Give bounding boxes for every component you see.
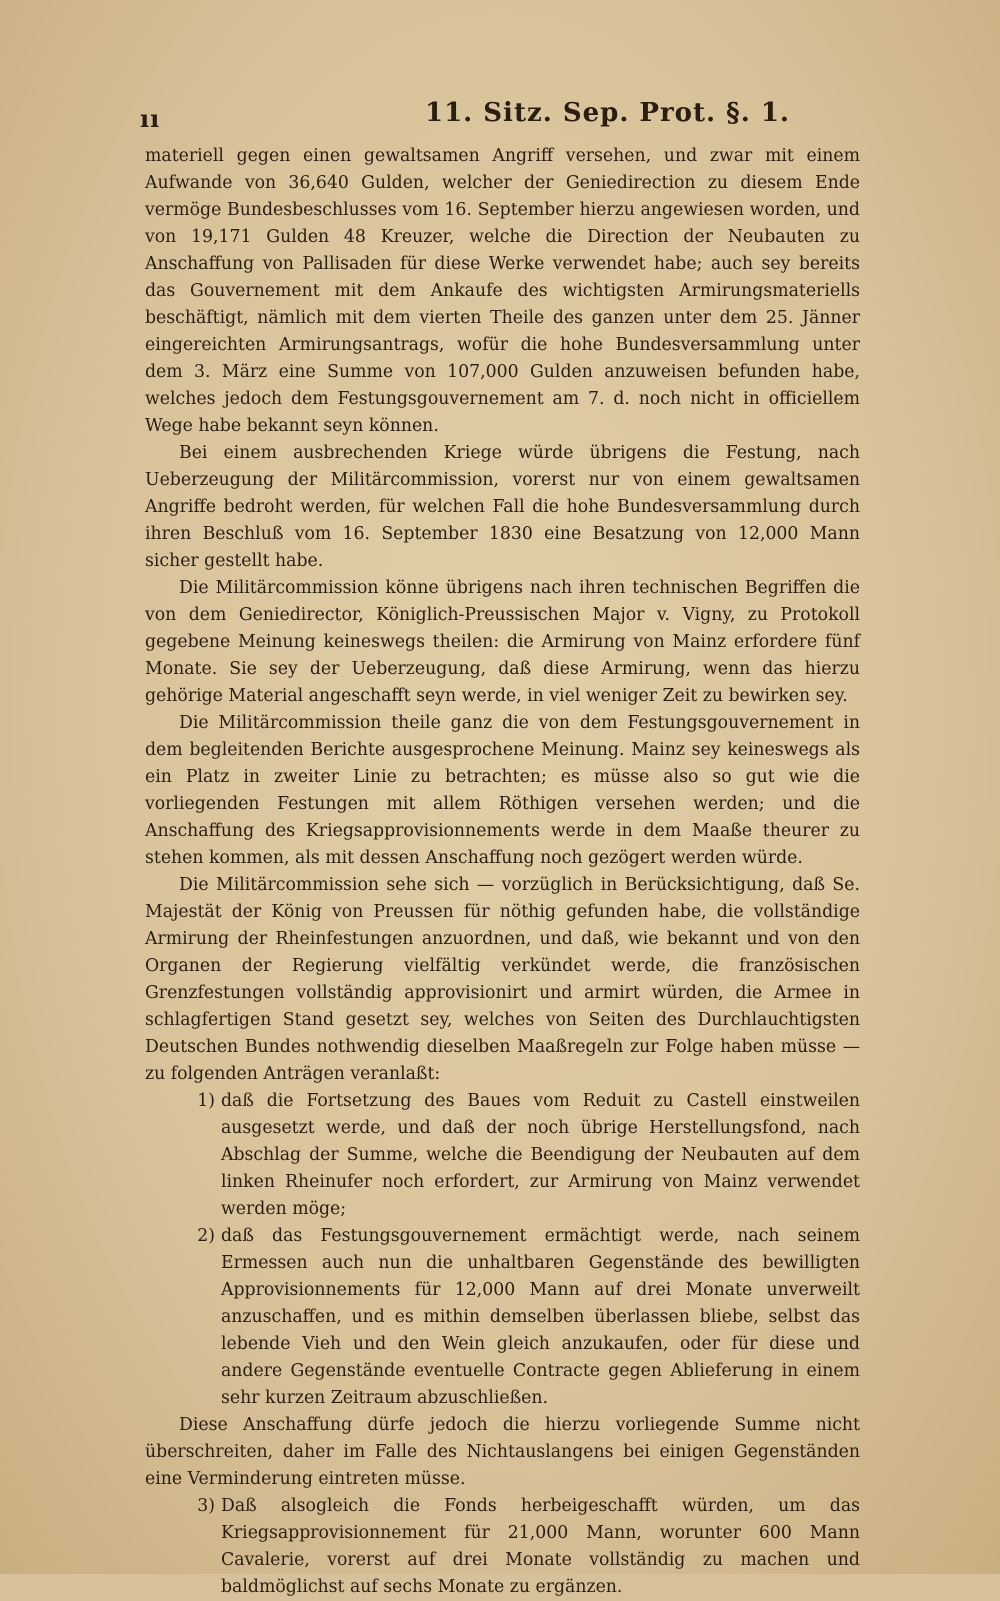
running-head: 11. Sitz. Sep. Prot. §. 1. — [425, 98, 790, 128]
paragraph: Die Militärcommission theile ganz die von dem Festungsgouvernement in dem begleitenden Berichte ausgesprochene Meinung. Mainz sey keineswegs als ein Platz in zweiter Linie zu betrachten; es müsse also so gut wie die vorliegenden Festungen mit allem Röthigen versehen werden; und die Anschaffung des Kriegsapprovisionnements werde in dem Maaße theurer zu stehen kommen, als mit dessen Anschaffung noch gezögert werden würde. — [145, 713, 860, 868]
paragraph-continued: materiell gegen einen gewaltsamen Angriff versehen, und zwar mit einem Aufwande von 36,640 Gulden, welcher der Geniedirection zu diesem Ende vermöge Bundesbeschlusses vom 16. September hierzu angewiesen worden, und von 19,171 Gulden 48 Kreuzer, welche die Direction der Neubauten zu Anschaffung von Pallisaden für diese Werke verwendet habe; auch sey bereits das Gouvernement mit dem Ankaufe des wichtigsten Armirungsmateriells beschäftigt, nämlich mit dem vierten Theile des ganzen unter dem 25. Jänner eingereichten Armirungsantrags, wofür die hohe Bundesversammlung unter dem 3. März eine Summe von 107,000 Gulden anzuweisen befunden habe, welches jedoch dem Festungsgouvernement am 7. d. noch nicht in officiellem Wege habe bekannt seyn können. — [145, 146, 860, 436]
page-number: ıı — [140, 104, 161, 133]
list-item-text: daß das Festungsgouvernement ermächtigt werde, nach seinem Ermessen auch nun die unhaltbaren Gegenstände des bewilligten Approvisionnements für 12,000 Mann auf drei Monate unverweilt anzuschaffen, und es mithin demselben überlassen bliebe, selbst das lebende Vieh und den Wein gleich anzukaufen, oder für diese und andere Gegenstände eventuelle Contracte gegen Ablieferung in einem sehr kurzen Zeitraum abzuschließen. — [221, 1226, 860, 1408]
list-item-number: 1) — [197, 1091, 215, 1111]
page-header — [140, 98, 860, 148]
paragraph: Bei einem ausbrechenden Kriege würde übrigens die Festung, nach Ueberzeugung der Militärcommission, vorerst nur von einem gewaltsamen Angriffe bedroht werden, für welchen Fall die hohe Bundesversammlung durch ihren Beschluß vom 16. September 1830 eine Besatzung von 12,000 Mann sicher gestellt habe. — [145, 443, 860, 571]
list-item-number: 2) — [197, 1226, 215, 1246]
page-body — [145, 143, 860, 1601]
list-item — [145, 1223, 860, 1412]
list-item-text: Daß alsogleich die Fonds herbeigeschafft würden, um das Kriegsapprovisionnement für 21,000 Mann, worunter 600 Mann Cavalerie, vorerst auf drei Monate vollständig zu machen und baldmöglichst auf sechs Monate zu ergänzen. — [221, 1496, 860, 1597]
paragraph: Die Militärcommission könne übrigens nach ihren technischen Begriffen die von dem Geniedirector, Königlich-Preussischen Major v. Vigny, zu Protokoll gegebene Meinung keineswegs theilen: die Armirung von Mainz erfordere fünf Monate. Sie sey der Ueberzeugung, daß diese Armirung, wenn das hierzu gehörige Material angeschafft seyn werde, in viel weniger Zeit zu bewirken sey. — [145, 578, 860, 706]
list-item-note: Diese Anschaffung dürfe jedoch die hierzu vorliegende Summe nicht überschreiten, daher im Falle des Nichtauslangens bei einigen Gegenständen eine Verminderung eintreten müsse. — [145, 1415, 860, 1489]
list-item — [145, 1088, 860, 1223]
list-item — [145, 1493, 860, 1601]
list-item-number: 3) — [197, 1496, 215, 1516]
list-item-text: daß die Fortsetzung des Baues vom Reduit zu Castell einstweilen ausgesetzt werde, und daß der noch übrige Herstellungsfond, nach Abschlag der Summe, welche die Beendigung der Neubauten auf dem linken Rheinufer noch erfordert, zur Armirung von Mainz verwendet werden möge; — [221, 1091, 860, 1219]
paragraph: Die Militärcommission sehe sich — vorzüglich in Berücksichtigung, daß Se. Majestät der König von Preussen für nöthig gefunden habe, die vollständige Armirung der Rheinfestungen anzuordnen, und daß, wie bekannt und von den Organen der Regierung vielfältig verkündet werde, die französischen Grenzfestungen vollständig approvisionirt und armirt würden, die Armee in schlagfertigen Stand gesetzt sey, welches von Seiten des Durchlauchtigsten Deutschen Bundes nothwendig dieselben Maaßregeln zur Folge haben müsse — zu folgenden Anträgen veranlaßt: — [145, 875, 860, 1084]
